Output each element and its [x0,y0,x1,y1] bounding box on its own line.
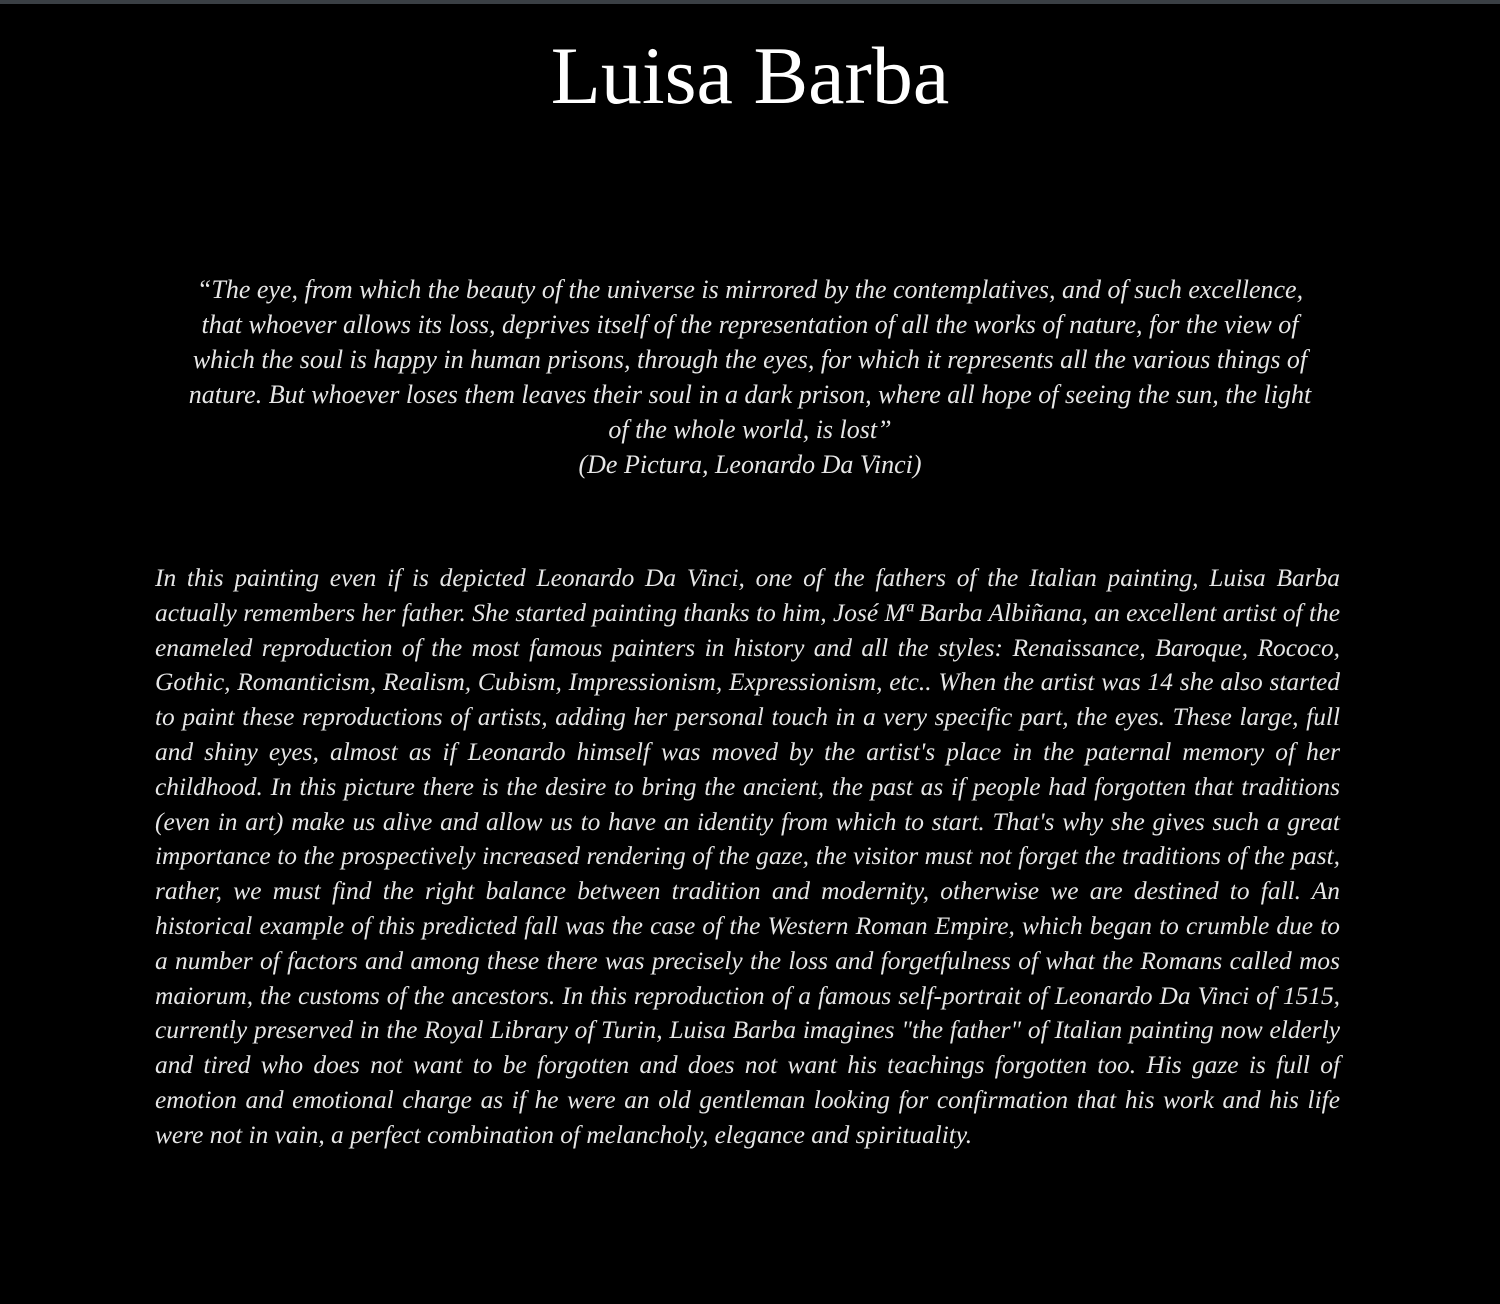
window-top-bar [0,0,1500,4]
quote-text: “The eye, from which the beauty of the universe is mirrored by the contemplatives, and of such excellence, that whoever allows its loss, deprives itself of the representation of all the works of nature, for the view of which the soul is happy in human prisons, through the eyes, for which it represents all the various things of nature. But whoever loses them leaves their soul in a dark prison, where all hope of seeing the sun, the light of the whole world, is lost” [188,275,1312,444]
description-paragraph: In this painting even if is depicted Leonardo Da Vinci, one of the fathers of the Italian painting, Luisa Barba actually remembers her father. She started painting thanks to him, José Mª Barba Albiñana, an excellent artist of the enameled reproduction of the most famous painters in history and all the styles: Renaissance, Baroque, Rococo, Gothic, Romanticism, Realism, Cubism, Impressionism, Expressionism, etc.. When the artist was 14 she also started to paint these reproductions of artists, adding her personal touch in a very specific part, the eyes. These large, full and shiny eyes, almost as if Leonardo himself was moved by the artist's place in the paternal memory of her childhood. In this picture there is the desire to bring the ancient, the past as if people had forgotten that traditions (even in art) make us alive and allow us to have an identity from which to start. That's why she gives such a great importance to the prospectively increased rendering of the gaze, the visitor must not forget the traditions of the past, rather, we must find the right balance between tradition and modernity, otherwise we are destined to fall. An historical example of this predicted fall was the case of the Western Roman Empire, which began to crumble due to a number of factors and among these there was precisely the loss and forgetfulness of what the Romans called mos maiorum, the customs of the ancestors. In this reproduction of a famous self-portrait of Leonardo Da Vinci of 1515, currently preserved in the Royal Library of Turin, Luisa Barba imagines "the father" of Italian painting now elderly and tired who does not want to be forgotten and does not want his teachings forgotten too. His gaze is full of emotion and emotional charge as if he were an old gentleman looking for confirmation that his work and his life were not in vain, a perfect combination of melancholy, elegance and spirituality. [155,564,1340,1149]
quote-block [180,272,1320,482]
quote-citation: (De Pictura, Leonardo Da Vinci) [578,450,922,479]
page-title: Luisa Barba [550,30,950,121]
